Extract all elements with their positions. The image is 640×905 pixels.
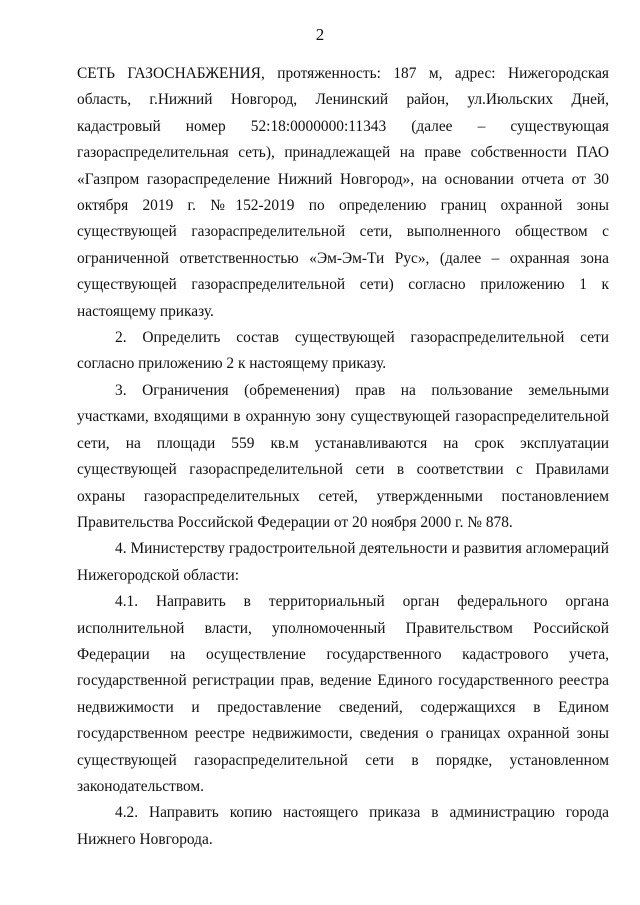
paragraph-item-4-1: 4.1. Направить в территориальный орган федерального органа исполнительной власти, уполномоченный Правительством Российской Федерации на осуществление государственного кадастрового учета, государственной регистрации прав, ведение Единого государственного реестра недвижимости и предоставление сведений, содержащихся в Едином государственном реестре недвижимости, сведения о границах охранной зоны существующей газораспределительной сети в порядке, установленном законодательством.: [77, 593, 609, 795]
paragraph-item-4: 4. Министерству градостроительной деятельности и развития агломераций Нижегородской области:: [77, 540, 609, 584]
paragraph-item-3: 3. Ограничения (обременения) прав на пользование земельными участками, входящими в охранную зону существующей газораспределительной сети, на площади 559 кв.м устанавливаются на срок эксплуатации существующей газораспределительной сети в соответствии с Правилами охраны газораспределительных сетей, утвержденными постановлением Правительства Российской Федерации от 20 ноября 2000 г. № 878.: [77, 381, 609, 531]
paragraph-item-2: 2. Определить состав существующей газораспределительной сети согласно приложению 2 к настоящему приказу.: [77, 329, 609, 373]
paragraph-continued-text: СЕТЬ ГАЗОСНАБЖЕНИЯ, протяженность: 187 м, адрес: Нижегородская область, г.Нижний Новгород, Ленинский район, ул.Июльских Дней, кадастровый номер 52:18:0000000:11343 (далее – существующая газораспределительная сеть), принадлежащей на праве собственности ПАО «Газпром газораспределение Нижний Новгород», на основании отчета от 30 октября 2019 г. №152-2019 по определению границ охранной зоны существующей газораспределительной сети, выполненного обществом с ограниченной ответственностью «Эм-Эм-Ти Рус», (далее – охранная зона существующей газораспределительной сети) согласно приложению 1 к настоящему приказу.: [77, 65, 609, 320]
page-number: 2: [315, 25, 325, 44]
paragraph-item-4-2: 4.2. Направить копию настоящего приказа в администрацию города Нижнего Новгорода.: [77, 804, 609, 848]
document-body: [77, 61, 609, 853]
